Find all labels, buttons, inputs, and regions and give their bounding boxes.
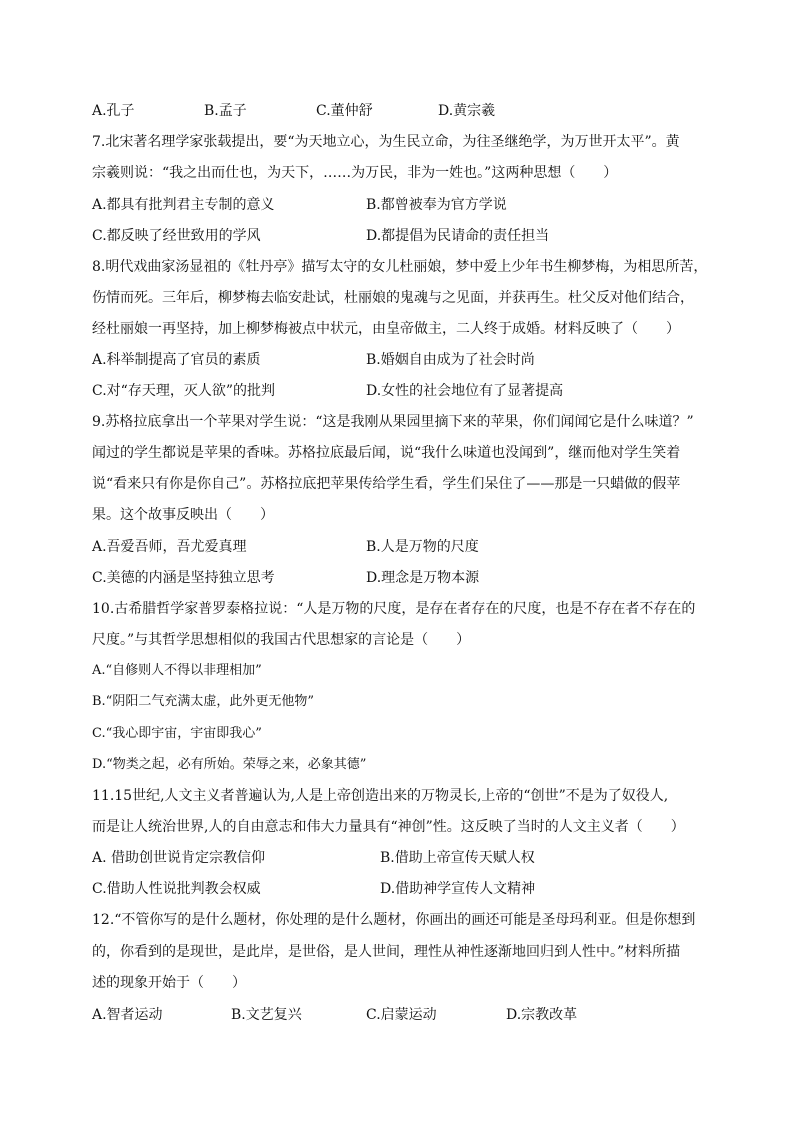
q6-option-b: B.孟子 <box>204 103 247 119</box>
q9-option-a: A.吾爱吾师，吾尤爱真理 <box>92 539 247 555</box>
q8-option-d: D.女性的社会地位有了显著提高 <box>366 383 564 399</box>
q11-stem-line-1: 11.15世纪,人文主义者普遍认为,人是上帝创造出来的万物灵长,上帝的“创世”不是为了奴役人, <box>92 788 669 804</box>
q12-option-b: B.文艺复兴 <box>231 1007 302 1023</box>
q7-option-a: A.都具有批判君主专制的意义 <box>92 197 275 213</box>
q10-option-c: C.“我心即宇宙，宇宙即我心” <box>92 726 262 741</box>
q8-option-a: A.科举制提高了官员的素质 <box>92 352 261 368</box>
q7-stem-line-2: 宗羲则说：“我之出而仕也，为天下，……为万民，非为一姓也。”这两种思想（ ） <box>92 165 618 181</box>
q8-stem-line-3: 经杜丽娘一再坚持，加上柳梦梅被点中状元，由皇帝做主，二人终于成婚。材料反映了（ ） <box>92 321 680 337</box>
q10-stem-line-2: 尺度。”与其哲学思想相似的我国古代思想家的言论是（ ） <box>92 632 471 648</box>
q9-stem-line-2: 闻过的学生都说是苹果的香味。苏格拉底最后闻，说“我什么味道也没闻到”，继而他对学生笑着 <box>92 445 681 461</box>
q12-option-d: D.宗教改革 <box>506 1007 578 1023</box>
q12-stem-line-3: 述的现象开始于（ ） <box>92 975 246 991</box>
q11-option-b: B.借助上帝宣传天赋人权 <box>380 850 535 866</box>
q6-option-a: A.孔子 <box>92 103 135 119</box>
q7-stem-line-1: 7.北宋著名理学家张载提出，要“为天地立心，为生民立命，为往圣继绝学，为万世开太平”。黄 <box>92 134 680 150</box>
q7-option-c: C.都反映了经世致用的学风 <box>92 228 261 244</box>
q7-option-d: D.都提倡为民请命的责任担当 <box>366 228 550 244</box>
q8-option-b: B.婚姻自由成为了社会时尚 <box>366 352 535 368</box>
q9-stem-line-3: 说“看来只有你是你自己”。苏格拉底把苹果传给学生看，学生们呆住了——那是一只蜡做的假苹 <box>92 476 681 492</box>
q8-stem-line-1: 8.明代戏曲家汤显祖的《牡丹亭》描写太守的女儿杜丽娘，梦中爱上少年书生柳梦梅，为相思所苦， <box>92 259 708 275</box>
q11-option-c: C.借助人性说批判教会权威 <box>92 881 261 897</box>
q6-option-c: C.董仲舒 <box>316 103 373 119</box>
q9-option-d: D.理念是万物本源 <box>366 570 480 586</box>
q11-option-a: A. 借助创世说肯定宗教信仰 <box>92 850 266 866</box>
q9-option-c: C.美德的内涵是坚持独立思考 <box>92 570 275 586</box>
q10-option-d: D.“物类之起，必有所始。荣辱之来，必象其德” <box>92 757 367 772</box>
q10-stem-line-1: 10.古希腊哲学家普罗泰格拉说：“人是万物的尺度，是存在者存在的尺度，也是不存在者不存在的 <box>92 601 696 617</box>
q12-stem-line-2: 的，你看到的是现世，是此岸，是世俗，是人世间，理性从神性逐渐地回归到人性中。”材料所描 <box>92 944 681 960</box>
q11-stem-line-2: 而是让人统治世界,人的自由意志和伟大力量具有“神创”性。这反映了当时的人文主义者（ ） <box>92 819 685 835</box>
q7-option-b: B.都曾被奉为官方学说 <box>366 197 507 213</box>
q9-stem-line-1: 9.苏格拉底拿出一个苹果对学生说：“这是我刚从果园里摘下来的苹果，你们闻闻它是什么味道？” <box>92 414 694 430</box>
q8-stem-line-2: 伤情而死。三年后，柳梦梅去临安赴试，杜丽娘的鬼魂与之见面，并获再生。杜父反对他们结合， <box>92 290 694 306</box>
q12-stem-line-1: 12.“不管你写的是什么题材，你处理的是什么题材，你画出的画还可能是圣母玛利亚。但是你想到 <box>92 912 696 928</box>
q8-option-c: C.对“存天理，灭人欲”的批判 <box>92 383 275 399</box>
q6-option-d: D.黄宗羲 <box>438 103 496 119</box>
q10-option-a: A.“自修则人不得以非理相加” <box>92 663 262 678</box>
q9-option-b: B.人是万物的尺度 <box>366 539 479 555</box>
q12-option-c: C.启蒙运动 <box>366 1007 437 1023</box>
q9-stem-line-4: 果。这个故事反映出（ ） <box>92 507 274 523</box>
q11-option-d: D.借助神学宣传人文精神 <box>380 881 536 897</box>
q10-option-b: B.“阴阳二气充满太虚，此外更无他物” <box>92 694 314 709</box>
q12-option-a: A.智者运动 <box>92 1007 163 1023</box>
